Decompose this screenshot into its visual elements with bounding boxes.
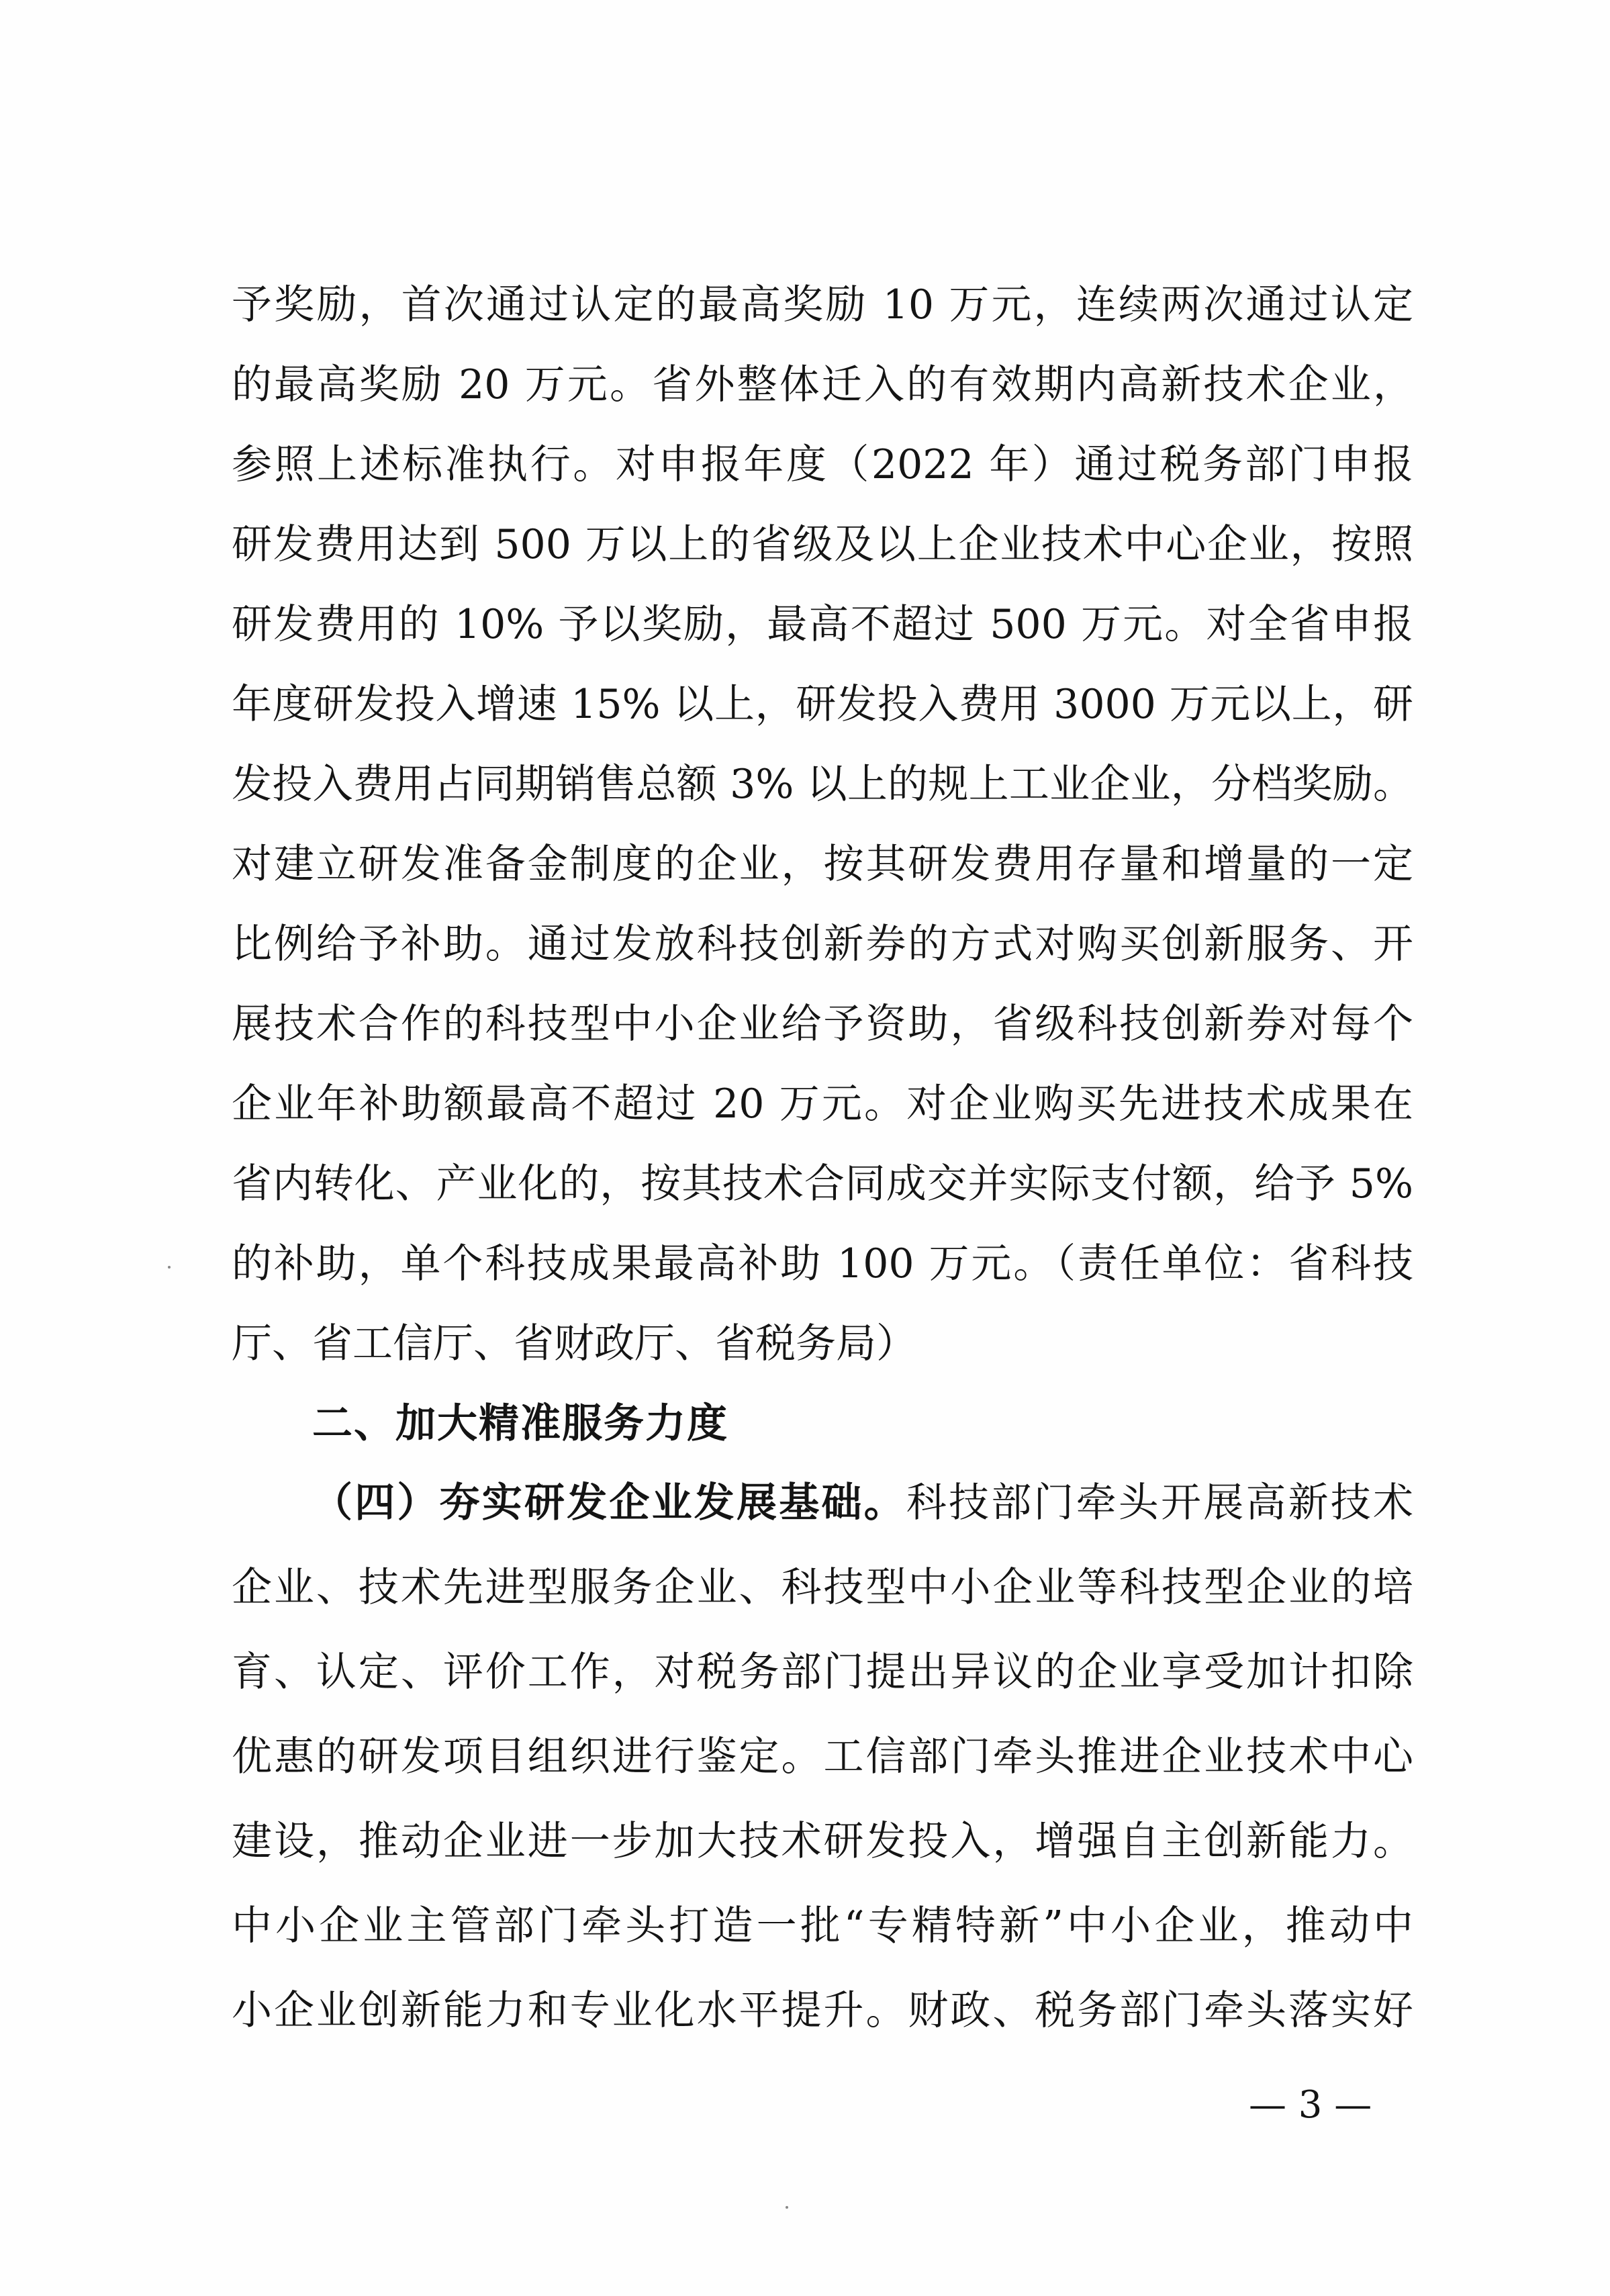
scan-speck xyxy=(786,2206,788,2209)
section-heading: 二、加大精准服务力度 xyxy=(312,1400,728,1447)
paragraph-incentives xyxy=(232,265,1413,1384)
paragraph-line: 育、认定、评价工作，对税务部门提出异议的企业享受加计扣除 xyxy=(232,1649,1413,1696)
paragraph-line: 中小企业主管部门牵头打造一批“专精特新”中小企业，推动中 xyxy=(232,1902,1413,1949)
paragraph-line: 建设，推动企业进一步加大技术研发投入，增强自主创新能力。 xyxy=(232,1818,1413,1865)
paragraph-line: 企业、技术先进型服务企业、科技型中小企业等科技型企业的培 xyxy=(232,1564,1413,1611)
paragraph-line: 研发费用达到 500 万以上的省级及以上企业技术中心企业，按照 xyxy=(232,521,1413,568)
paragraph-line: 发投入费用占同期销售总额 3% 以上的规上工业企业，分档奖励。 xyxy=(232,761,1413,808)
paragraph-line: 企业年补助额最高不超过 20 万元。对企业购买先进技术成果在 xyxy=(232,1081,1413,1128)
scan-speck xyxy=(168,1266,171,1269)
paragraph-line: 展技术合作的科技型中小企业给予资助，省级科技创新券对每个 xyxy=(232,1001,1413,1048)
paragraph-line: 比例给予补助。通过发放科技创新券的方式对购买创新服务、开 xyxy=(232,921,1413,968)
paragraph-line: 予奖励，首次通过认定的最高奖励 10 万元，连续两次通过认定 xyxy=(232,281,1413,328)
paragraph-service xyxy=(232,1461,1413,2053)
paragraph-line: 年度研发投入增速 15% 以上，研发投入费用 3000 万元以上，研 xyxy=(232,681,1413,728)
paragraph-line: 厅、省工信厅、省财政厅、省税务局） xyxy=(232,1320,916,1367)
paragraph-line: 的最高奖励 20 万元。省外整体迁入的有效期内高新技术企业， xyxy=(232,361,1413,408)
paragraph-first-line xyxy=(232,1461,1413,1545)
paragraph-line: 研发费用的 10% 予以奖励，最高不超过 500 万元。对全省申报 xyxy=(232,601,1413,648)
page-number: — 3 — xyxy=(1249,2083,1372,2127)
paragraph-line: 优惠的研发项目组织进行鉴定。工信部门牵头推进企业技术中心 xyxy=(232,1733,1413,1780)
paragraph-line: 对建立研发准备金制度的企业，按其研发费用存量和增量的一定 xyxy=(232,841,1413,888)
paragraph-line-rest: 科技部门牵头开展高新技术 xyxy=(906,1479,1414,1526)
subsection-lead: （四）夯实研发企业发展基础。 xyxy=(312,1479,906,1526)
paragraph-line: 的补助，单个科技成果最高补助 100 万元。（责任单位：省科技 xyxy=(232,1240,1413,1287)
paragraph-line: 小企业创新能力和专业化水平提升。财政、税务部门牵头落实好 xyxy=(232,1987,1413,2034)
paragraph-line: 省内转化、产业化的，按其技术合同成交并实际支付额，给予 5% xyxy=(232,1160,1413,1207)
paragraph-line: 参照上述标准执行。对申报年度（2022 年）通过税务部门申报 xyxy=(232,441,1413,488)
